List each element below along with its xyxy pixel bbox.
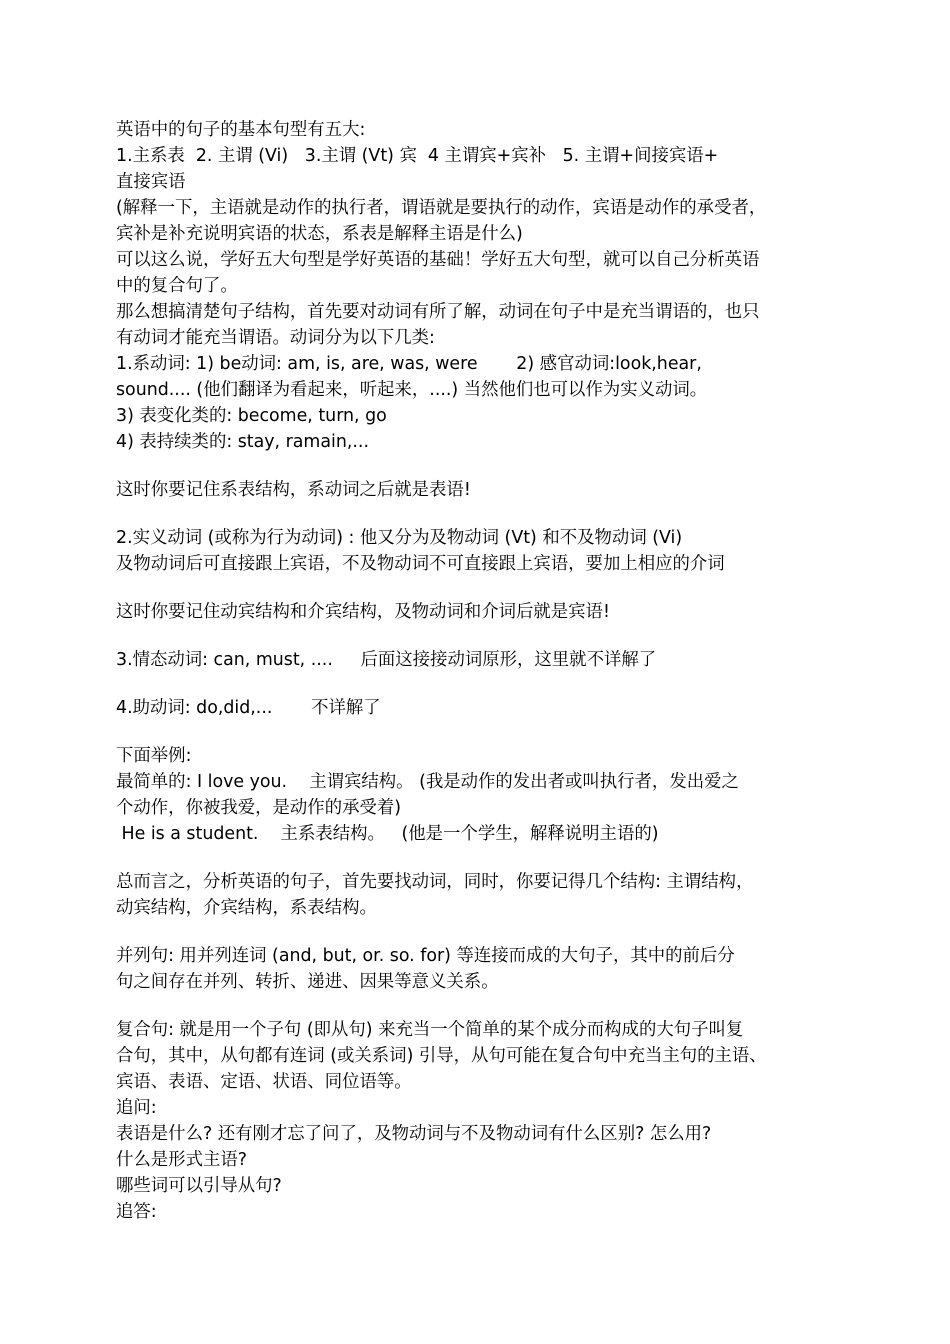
text-line: 4.助动词: do,did,... 不详解了 bbox=[116, 698, 381, 718]
text-line: 1.系动词: 1) be动词: am, is, are, was, were 2) 感官动词:look,hear, bbox=[116, 354, 702, 374]
blank-line bbox=[116, 721, 850, 743]
text-line: 3.情态动词: can, must, .... 后面这接接动词原形，这里就不详解了 bbox=[116, 650, 657, 670]
text-line: 总而言之，分析英语的句子，首先要找动词，同时，你要记得几个结构: 主谓结构， bbox=[116, 872, 754, 892]
text-line: 下面举例: bbox=[116, 746, 192, 766]
text-line: 1.主系表 2. 主谓 (Vi) 3.主谓 (Vt) 宾 4 主谓宾+宾补 5. 主谓+间接宾语+ bbox=[116, 146, 719, 166]
text-line: 可以这么说，学好五大句型是学好英语的基础！学好五大句型，就可以自己分析英语 bbox=[116, 250, 760, 270]
text-line: 英语中的句子的基本句型有五大: bbox=[116, 120, 366, 140]
text-line: 4) 表持续类的: stay, ramain,... bbox=[116, 432, 369, 452]
text-line: 那么想搞清楚句子结构，首先要对动词有所了解，动词在句子中是充当谓语的，也只 bbox=[116, 302, 760, 322]
text-line: 宾语、表语、定语、状语、同位语等。 bbox=[116, 1072, 412, 1092]
text-line: 动宾结构，介宾结构，系表结构。 bbox=[116, 898, 377, 918]
text-line: 个动作，你被我爱，是动作的承受着) bbox=[116, 798, 402, 818]
text-line: 及物动词后可直接跟上宾语，不及物动词不可直接跟上宾语，要加上相应的介词 bbox=[116, 554, 725, 574]
text-line: 追答: bbox=[116, 1202, 157, 1222]
text-line: sound.... (他们翻译为看起来，听起来，....) 当然他们也可以作为实义动词。 bbox=[116, 380, 708, 400]
text-line: 什么是形式主语? bbox=[116, 1150, 247, 1170]
text-line: 表语是什么? 还有刚才忘了问了，及物动词与不及物动词有什么区别? 怎么用? bbox=[116, 1124, 712, 1144]
text-line: 2.实义动词 (或称为行为动词) : 他又分为及物动词 (Vt) 和不及物动词 (Vi) bbox=[116, 528, 683, 548]
text-line: 有动词才能充当谓语。动词分为以下几类: bbox=[116, 328, 435, 348]
blank-line bbox=[116, 995, 850, 1017]
text-line: 合句，其中，从句都有连词 (或关系词) 引导，从句可能在复合句中充当主句的主语、 bbox=[116, 1046, 767, 1066]
blank-line bbox=[116, 455, 850, 477]
blank-line bbox=[116, 847, 850, 869]
blank-line bbox=[116, 503, 850, 525]
text-line: 这时你要记住动宾结构和介宾结构，及物动词和介词后就是宾语! bbox=[116, 602, 610, 622]
text-line: 并列句: 用并列连词 (and, but, or. so. for) 等连接而成的大句子，其中的前后分 bbox=[116, 946, 735, 966]
text-line: 句之间存在并列、转折、递进、因果等意义关系。 bbox=[116, 972, 499, 992]
text-line: 直接宾语 bbox=[116, 172, 186, 192]
text-line: 最简单的: I love you. 主谓宾结构。 (我是动作的发出者或叫执行者，发出爱之 bbox=[116, 772, 739, 792]
text-line: 复合句: 就是用一个子句 (即从句) 来充当一个简单的某个成分而构成的大句子叫复 bbox=[116, 1020, 744, 1040]
text-line: 这时你要记住系表结构，系动词之后就是表语! bbox=[116, 480, 471, 500]
text-line: 3) 表变化类的: become, turn, go bbox=[116, 406, 387, 426]
text-line: He is a student. 主系表结构。 (他是一个学生，解释说明主语的) bbox=[116, 824, 659, 844]
text-line: 追问: bbox=[116, 1098, 157, 1118]
blank-line bbox=[116, 921, 850, 943]
blank-line bbox=[116, 625, 850, 647]
text-line: (解释一下，主语就是动作的执行者，谓语就是要执行的动作，宾语是动作的承受者， bbox=[116, 198, 767, 218]
blank-line bbox=[116, 673, 850, 695]
text-line: 宾补是补充说明宾语的状态，系表是解释主语是什么) bbox=[116, 224, 523, 244]
text-line: 中的复合句了。 bbox=[116, 276, 238, 296]
text-line: 哪些词可以引导从句? bbox=[116, 1176, 282, 1196]
blank-line bbox=[116, 577, 850, 599]
